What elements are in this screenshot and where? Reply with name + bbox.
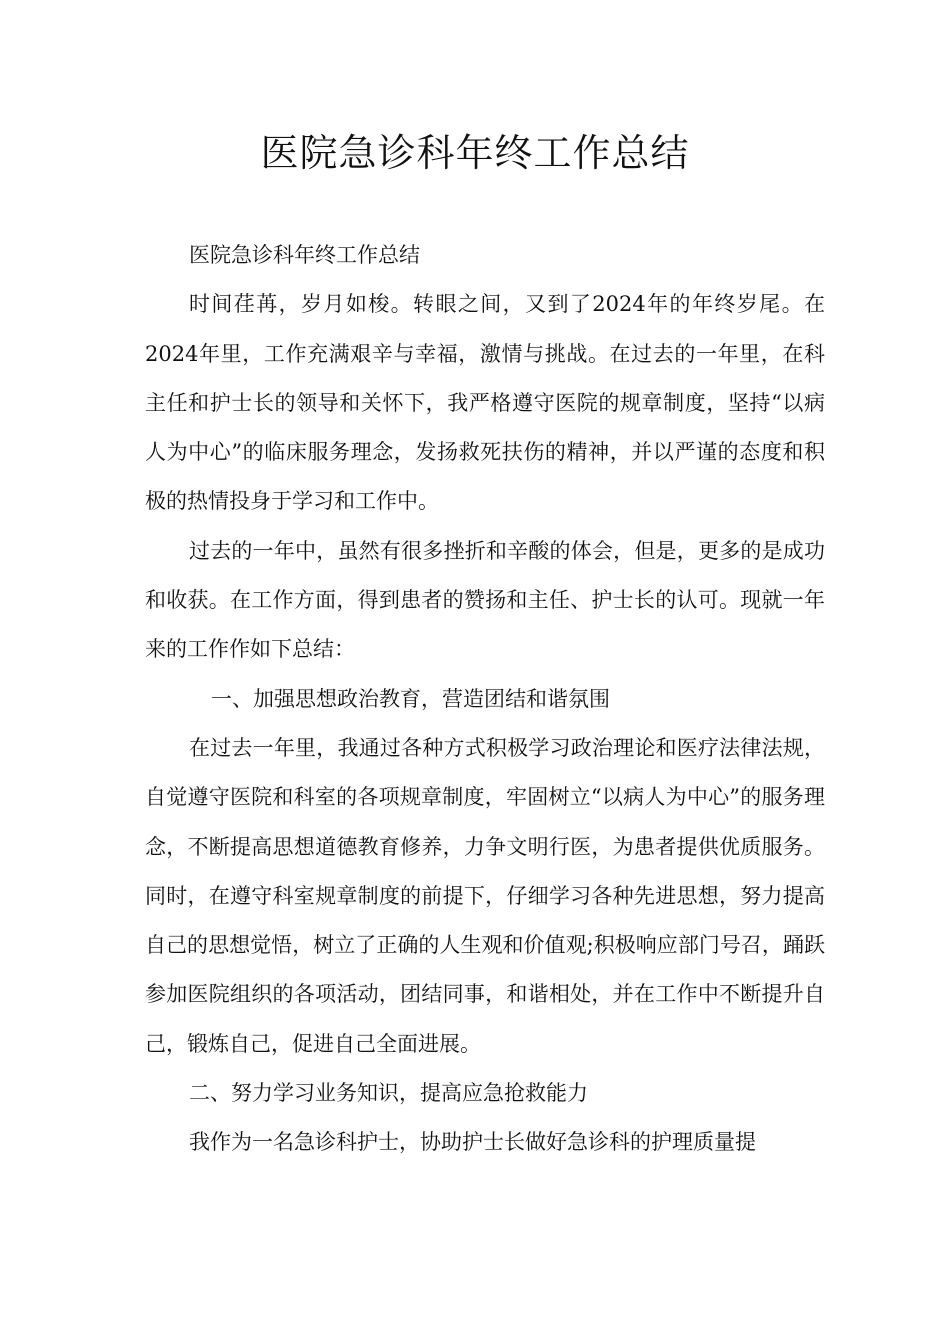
section-heading-2: 二、努力学习业务知识，提高应急抢救能力 xyxy=(189,1081,588,1106)
section-heading-1: 一、加强思想政治教育，营造团结和谐氛围 xyxy=(211,686,610,711)
document-title: 医院急诊科年终工作总结 xyxy=(260,131,690,175)
paragraph-summary: 过去的一年中，虽然有很多挫折和辛酸的体会，但是，更多的是成功和收获。在工作方面，得到患者的赞扬和主任、护士长的认可。现就一年来的工作作如下总结： xyxy=(145,538,825,662)
paragraph-intro: 时间荏苒，岁月如梭。转眼之间，又到了2024年的年终岁尾。在2024年里，工作充满艰辛与幸福，激情与挑战。在过去的一年里，在科主任和护士长的领导和关怀下，我严格遵守医院的规章制度，坚持“以病人为中心”的临床服务理念，发扬救死扶伤的精神，并以严谨的态度和积极的热情投身于学习和工作中。 xyxy=(145,292,825,514)
document-body xyxy=(145,231,825,1168)
paragraph-subtitle: 医院急诊科年终工作总结 xyxy=(189,243,420,267)
paragraph-section-1: 在过去一年里，我通过各种方式积极学习政治理论和医疗法律法规，自觉遵守医院和科室的各项规章制度，牢固树立“以病人为中心”的服务理念，不断提高思想道德教育修养，力争文明行医，为患者提供优质服务。同时，在遵守科室规章制度的前提下，仔细学习各种先进思想，努力提高自己的思想觉悟，树立了正确的人生观和价值观;积极响应部门号召，踊跃参加医院组织的各项活动，团结同事，和谐相处，并在工作中不断提升自己，锻炼自己，促进自己全面进展。 xyxy=(145,735,825,1056)
paragraph-section-2: 我作为一名急诊科护士，协助护士长做好急诊科的护理质量提 xyxy=(189,1130,756,1155)
